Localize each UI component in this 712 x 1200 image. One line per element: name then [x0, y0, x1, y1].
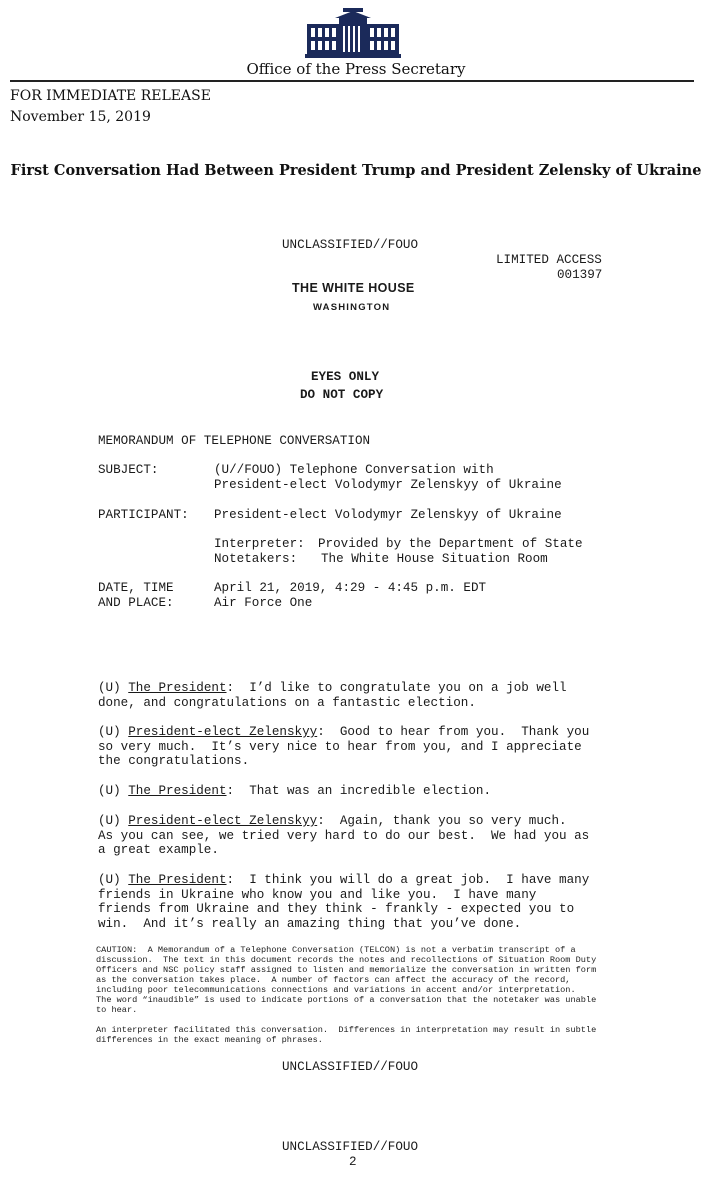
memo-title: MEMORANDUM OF TELEPHONE CONVERSATION [98, 434, 371, 448]
para-marker: (U) [98, 725, 121, 739]
page-title: First Conversation Had Between President Trump and President Zelensky of Ukraine [10, 162, 702, 179]
caution-line: discussion. The text in this document records the notes and recollections of Situation Room Duty [96, 955, 597, 965]
caution-line: differences in the exact meaning of phrases. [96, 1035, 323, 1045]
classification-top: UNCLASSIFIED//FOUO [282, 238, 419, 252]
eyes-only: EYES ONLY [311, 370, 380, 384]
page-number: 2 [349, 1155, 357, 1169]
white-house-heading: THE WHITE HOUSE [292, 281, 415, 295]
interpreter-value: Provided by the Department of State [318, 537, 583, 551]
date-label-1: DATE, TIME [98, 581, 174, 595]
speaker-zelenskyy: President-elect Zelenskyy [128, 725, 318, 739]
para-line: done, and congratulations on a fantastic election. [98, 695, 476, 710]
speaker-president: The President [128, 873, 227, 887]
subject-line-1: (U//FOUO) Telephone Conversation with [214, 463, 494, 477]
speaker-president: The President [128, 681, 227, 695]
para-line: win. And it’s really an amazing thing that you’ve done. [98, 916, 522, 931]
notetakers-value: The White House Situation Room [321, 552, 548, 566]
para-marker: (U) [98, 681, 121, 695]
date-label-2: AND PLACE: [98, 596, 174, 610]
para-marker: (U) [98, 873, 121, 887]
para-line: friends from Ukraine and they think - frankly - expected you to [98, 902, 575, 917]
date-value-2: Air Force One [214, 596, 313, 610]
header-divider [10, 80, 694, 82]
para-line: Again, thank you so very much. [339, 814, 567, 828]
release-info [10, 86, 211, 128]
date-value-1: April 21, 2019, 4:29 - 4:45 p.m. EDT [214, 581, 487, 595]
classification-bottom: UNCLASSIFIED//FOUO [282, 1060, 419, 1074]
document-number: 001397 [557, 268, 603, 282]
transcript-para-2: (U) President-elect Zelenskyy: Good to hear from you. Thank you so very much. It’s very nice to hear from you, and I appreciate the congratulations. [98, 725, 590, 769]
para-line: Good to hear from you. Thank you [339, 725, 590, 739]
transcript-para-3: (U) The President: That was an incredible election. [98, 784, 492, 798]
interpreter-notice [96, 1025, 596, 1045]
do-not-copy: DO NOT COPY [300, 388, 384, 402]
transcript-para-1: (U) The President: I’d like to congratulate you on a job well done, and congratulations on a fantastic election. [98, 681, 567, 710]
speaker-president: The President [128, 784, 227, 798]
caution-line: as the conversation takes place. A number of factors can affect the accuracy of the record, [96, 975, 571, 985]
washington-heading: WASHINGTON [313, 302, 391, 313]
para-marker: (U) [98, 814, 121, 828]
participant-value: President-elect Volodymyr Zelenskyy of Ukraine [214, 508, 562, 522]
participant-label: PARTICIPANT: [98, 508, 189, 522]
para-line: friends in Ukraine who know you and like you. I have many [98, 887, 537, 902]
office-title: Office of the Press Secretary [246, 60, 466, 78]
para-line: a great example. [98, 843, 219, 858]
caution-notice [96, 945, 596, 1015]
para-line: As you can see, we tried very hard to do our best. We had you as [98, 828, 590, 843]
notetakers-label: Notetakers: [214, 552, 298, 566]
para-line: I think you will do a great job. I have many [249, 873, 590, 887]
transcript-para-5: (U) The President: I think you will do a great job. I have many friends in Ukraine who know you and like you. I have many friends from Ukraine and they think - frankly - expected you to win. And it’s really an amazing thing that you’ve done. [98, 873, 590, 931]
release-date: November 15, 2019 [10, 109, 151, 125]
para-marker: (U) [98, 784, 121, 798]
interpreter-label: Interpreter: [214, 537, 305, 551]
caution-line: to hear. [96, 1005, 138, 1015]
para-line: the congratulations. [98, 754, 250, 769]
para-line: That was an incredible election. [249, 784, 492, 798]
release-label: FOR IMMEDIATE RELEASE [10, 88, 211, 104]
caution-line: An interpreter facilitated this conversation. Differences in interpretation may result in subtle [96, 1025, 597, 1035]
para-line: so very much. It’s very nice to hear from you, and I appreciate [98, 739, 582, 754]
subject-line-2: President-elect Volodymyr Zelenskyy of Ukraine [214, 478, 562, 492]
page2-classification: UNCLASSIFIED//FOUO [282, 1140, 419, 1154]
subject-label: SUBJECT: [98, 463, 159, 477]
transcript-para-4: (U) President-elect Zelenskyy: Again, thank you so very much. As you can see, we tried very hard to do our best. We had you as a great example. [98, 814, 590, 858]
para-line: I’d like to congratulate you on a job well [249, 681, 567, 695]
caution-line: including poor telecommunications connections and variations in accent and/or interpretation. [96, 985, 576, 995]
limited-access: LIMITED ACCESS [496, 253, 602, 267]
white-house-icon [305, 8, 401, 58]
caution-line: The word “inaudible” is used to indicate portions of a conversation that the notetaker was unable [96, 995, 597, 1005]
caution-line: Officers and NSC policy staff assigned to listen and memorialize the conversation in written form [96, 965, 597, 975]
caution-line: CAUTION: A Memorandum of a Telephone Conversation (TELCON) is not a verbatim transcript of a [96, 945, 576, 955]
speaker-zelenskyy: President-elect Zelenskyy [128, 814, 318, 828]
